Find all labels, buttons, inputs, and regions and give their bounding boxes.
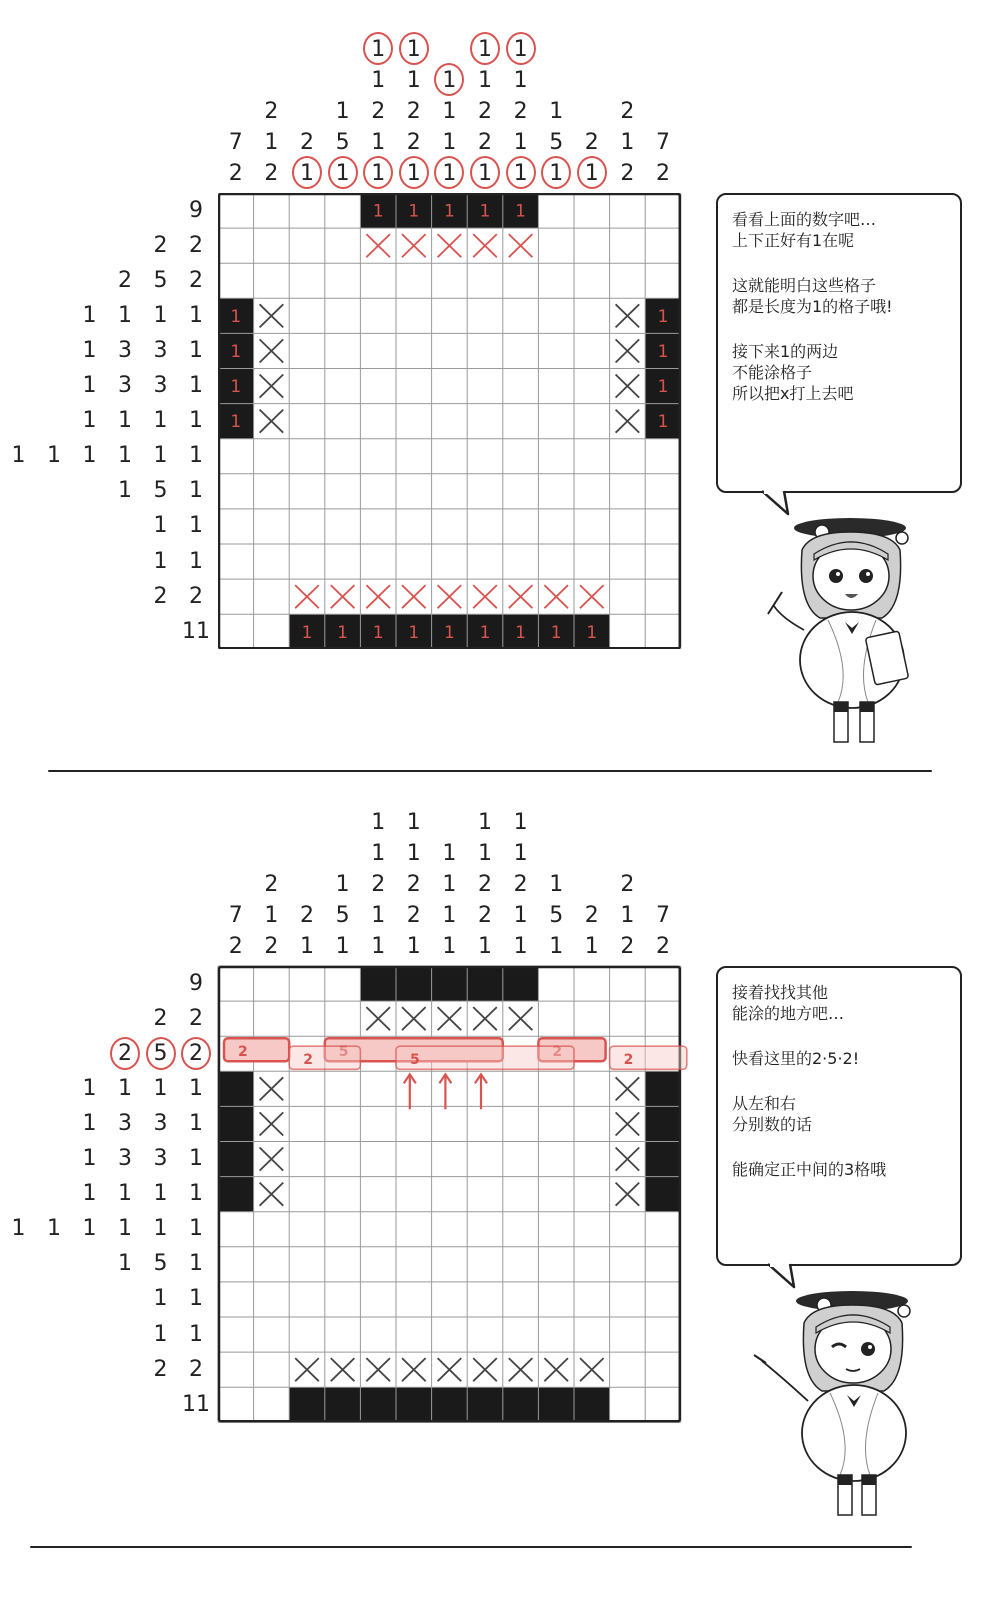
cell-mark: 1 [230,412,242,433]
column-clue: 1 [513,37,528,62]
filled-cell [360,966,396,1001]
column-clue: 1 [513,841,528,866]
row-clue: 2 [118,1040,132,1066]
cell-mark: 1 [230,341,242,362]
column-clue: 1 [478,37,492,62]
row-clue: 1 [153,302,168,328]
row-clue: 5 [153,478,168,504]
column-clue: 2 [406,130,421,155]
column-clue: 1 [300,934,314,959]
column-clue: 1 [406,934,421,959]
row-clue: 1 [11,443,26,469]
column-clue: 1 [620,903,635,928]
panel-divider [30,1546,912,1548]
column-clue: 1 [620,130,635,155]
row-clue: 3 [153,1110,168,1136]
row-clue: 1 [189,1110,203,1136]
column-clue: 2 [478,872,492,897]
row-clue: 1 [153,443,168,469]
row-clue: 1 [189,408,203,434]
column-clue: 1 [584,161,599,186]
column-clue: 7 [656,903,670,928]
overlay-label: 5 [410,1052,420,1069]
row-clue: 1 [118,1075,132,1101]
row-clue: 1 [189,373,203,399]
row-clue: 2 [189,267,203,293]
column-clue: 1 [406,810,421,835]
row-clue: 1 [82,408,97,434]
column-clue: 1 [442,68,457,93]
column-clue: 2 [584,130,599,155]
row-clue: 11 [182,1391,210,1417]
overlay-label: 2 [238,1044,248,1061]
filled-cell [289,1387,325,1422]
column-clue: 1 [513,934,528,959]
column-clue: 1 [406,37,421,62]
filled-cell [218,1071,254,1106]
row-clue: 5 [153,1040,168,1066]
column-clue: 2 [620,934,635,959]
column-clue: 1 [335,872,350,897]
row-clue: 2 [189,1005,203,1031]
cell-mark: 1 [443,201,455,222]
filled-cell [574,1387,610,1422]
row-clue: 2 [153,1005,168,1031]
filled-cell [396,966,432,1001]
column-clue: 2 [371,99,386,124]
column-clue: 2 [264,934,279,959]
column-clue: 1 [371,37,386,62]
row-clue: 2 [118,267,132,293]
column-clue: 2 [620,99,635,124]
row-clue: 1 [189,1075,203,1101]
column-clue: 5 [549,130,564,155]
column-clue: 2 [300,130,314,155]
column-clue: 1 [371,161,386,186]
cell-mark: 1 [372,622,384,643]
column-clue: 1 [478,68,492,93]
column-clue: 1 [442,841,457,866]
row-clue: 1 [153,548,168,574]
row-clue: 1 [118,478,132,504]
column-clue: 2 [406,872,421,897]
column-clue: 2 [478,130,492,155]
row-clue: 1 [82,337,97,363]
row-clue: 1 [82,302,97,328]
column-clue: 1 [335,99,350,124]
cell-mark: 1 [657,377,669,398]
row-clue: 1 [118,1251,132,1277]
column-clue: 2 [478,903,492,928]
row-clue: 1 [47,443,61,469]
row-clue: 1 [153,1321,168,1347]
row-clue: 2 [153,232,168,258]
row-clue: 1 [153,1075,168,1101]
row-clue: 1 [189,1181,203,1207]
cell-mark: 1 [443,622,455,643]
column-clue: 2 [264,99,279,124]
column-clue: 1 [335,161,350,186]
row-clue: 1 [189,1146,203,1172]
column-clue: 1 [442,130,457,155]
row-clue: 9 [189,197,203,223]
column-clue: 1 [371,130,386,155]
column-clue: 1 [513,130,528,155]
row-clue: 1 [153,513,168,539]
column-clue: 2 [620,872,635,897]
overlay-label: 2 [623,1052,634,1069]
filled-cell [218,1177,254,1212]
column-clue: 2 [513,99,528,124]
column-clue: 1 [371,903,386,928]
row-clue: 1 [189,478,203,504]
cell-mark: 1 [515,201,527,222]
cell-mark: 1 [408,622,420,643]
column-clue: 1 [442,161,457,186]
bubble-text: 从左和右 分别数的话 [732,1094,813,1134]
row-clue: 9 [189,970,203,996]
row-clue: 1 [189,1216,203,1242]
column-clue: 2 [300,903,314,928]
panel-divider [48,770,932,772]
cell-mark: 1 [479,201,491,222]
filled-cell [645,1071,681,1106]
column-clue: 1 [478,810,492,835]
column-clue: 1 [300,161,314,186]
column-clue: 7 [228,130,243,155]
row-clue: 1 [153,1286,168,1312]
column-clue: 5 [335,130,350,155]
row-clue: 1 [82,1146,97,1172]
column-clue: 1 [549,161,564,186]
column-clue: 2 [620,161,635,186]
row-clue: 1 [118,302,132,328]
column-clue: 1 [371,810,386,835]
filled-cell [645,1106,681,1141]
column-clue: 1 [513,161,528,186]
column-clue: 2 [406,903,421,928]
row-clue: 3 [118,1110,132,1136]
column-clue: 1 [478,841,492,866]
filled-cell [396,1387,432,1422]
cell-mark: 1 [515,622,527,643]
row-clue: 1 [153,1216,168,1242]
cell-mark: 1 [657,306,669,327]
row-clue: 2 [189,1356,203,1382]
row-clue: 1 [11,1216,26,1242]
column-clue: 2 [513,872,528,897]
row-clue: 3 [153,373,168,399]
row-clue: 1 [82,373,97,399]
row-clue: 2 [189,232,203,258]
column-clue: 1 [442,903,457,928]
grid-border [219,967,680,1421]
column-clue: 1 [335,934,350,959]
row-clue: 1 [82,1110,97,1136]
panel-2 [0,773,1000,1573]
column-clue: 1 [371,934,386,959]
row-clue: 1 [189,548,203,574]
column-clue: 2 [264,161,279,186]
column-clue: 1 [478,934,492,959]
column-clue: 1 [442,872,457,897]
cell-mark: 1 [657,412,669,433]
filled-cell [645,1177,681,1212]
filled-cell [538,1387,574,1422]
row-clue: 1 [153,408,168,434]
column-clue: 1 [584,934,599,959]
column-clue: 2 [478,99,492,124]
filled-cell [218,1142,254,1177]
row-clue: 3 [118,337,132,363]
row-clue: 1 [47,1216,61,1242]
puzzle-grid [218,966,682,1422]
filled-cell [432,1387,468,1422]
column-clue: 1 [513,810,528,835]
row-clue: 1 [118,1181,132,1207]
row-clue: 1 [82,443,97,469]
column-clue: 1 [406,68,421,93]
row-clue: 2 [153,583,168,609]
cell-mark: 1 [586,622,598,643]
speech-bubble [716,966,962,1266]
puzzle-grid [218,193,682,649]
column-clue: 1 [549,872,564,897]
column-clue: 7 [228,903,243,928]
speech-bubble [716,193,962,493]
row-clue: 1 [118,408,132,434]
row-clue: 1 [82,1075,97,1101]
cell-mark: 1 [479,622,491,643]
cell-mark: 1 [372,201,384,222]
cell-mark: 1 [337,622,349,643]
column-clue: 1 [478,161,492,186]
row-clue: 3 [153,1146,168,1172]
cell-mark: 1 [301,622,313,643]
overlay-right-block [396,1046,574,1069]
row-clue: 1 [189,302,203,328]
row-clue: 1 [82,1181,97,1207]
column-clue: 2 [228,934,243,959]
filled-cell [360,1387,396,1422]
column-clue: 1 [406,841,421,866]
cell-mark: 1 [550,622,562,643]
filled-cell [645,1142,681,1177]
column-clue: 2 [228,161,243,186]
row-clue: 1 [118,443,132,469]
character-illustration [752,510,952,755]
column-clue: 1 [549,99,564,124]
column-clue: 5 [549,903,564,928]
row-clue: 1 [189,513,203,539]
filled-cell [218,1106,254,1141]
column-clue: 1 [371,841,386,866]
cell-mark: 1 [408,201,420,222]
row-clue: 3 [153,337,168,363]
filled-cell [503,966,539,1001]
column-clue: 2 [371,872,386,897]
filled-cell [467,1387,503,1422]
column-clue: 1 [513,68,528,93]
row-clue: 1 [118,1216,132,1242]
bubble-text: 接下来1的两边 不能涂格子 所以把x打上去吧 [732,342,854,403]
row-clue: 3 [118,1146,132,1172]
row-clue: 1 [189,1251,203,1277]
column-clue: 1 [549,934,564,959]
bubble-text: 接着找找其他 能涂的地方吧… [732,983,845,1023]
row-clue: 1 [153,1181,168,1207]
overlay-right-block [289,1046,360,1069]
filled-cell [325,1387,361,1422]
row-clue: 1 [189,1321,203,1347]
column-clue: 1 [406,161,421,186]
column-clue: 2 [406,99,421,124]
column-clue: 2 [264,872,279,897]
column-clue: 1 [442,99,457,124]
column-clue: 2 [656,161,670,186]
filled-cell [503,1387,539,1422]
cell-mark: 1 [230,306,242,327]
column-clue: 1 [264,130,279,155]
row-clue: 3 [118,373,132,399]
filled-cell [432,966,468,1001]
row-clue: 1 [189,443,203,469]
row-clue: 1 [189,337,203,363]
overlay-left-block [224,1038,289,1061]
column-clue: 2 [584,903,599,928]
bubble-text: 看看上面的数字吧… 上下正好有1在呢 [732,210,877,250]
column-clue: 2 [656,934,670,959]
column-clue: 1 [442,934,457,959]
column-clue: 1 [264,903,279,928]
grid-border [219,194,680,648]
column-clue: 1 [513,903,528,928]
character-illustration [748,1283,948,1528]
bubble-text: 快看这里的2·5·2! [732,1049,860,1068]
cell-mark: 1 [657,341,669,362]
overlay-right-block [610,1046,687,1069]
row-clue: 11 [182,618,210,644]
row-clue: 2 [189,583,203,609]
bubble-text: 这就能明白这些格子 都是长度为1的格子哦! [732,276,893,316]
bubble-text: 能确定正中间的3格哦 [732,1160,887,1179]
row-clue: 5 [153,1251,168,1277]
overlay-label: 2 [303,1052,313,1069]
cell-mark: 1 [230,377,242,398]
filled-cell [467,966,503,1001]
column-clue: 1 [371,68,386,93]
row-clue: 5 [153,267,168,293]
column-clue: 5 [335,903,350,928]
row-clue: 1 [82,1216,97,1242]
row-clue: 2 [189,1040,203,1066]
column-clue: 7 [656,130,670,155]
row-clue: 1 [189,1286,203,1312]
row-clue: 2 [153,1356,168,1382]
